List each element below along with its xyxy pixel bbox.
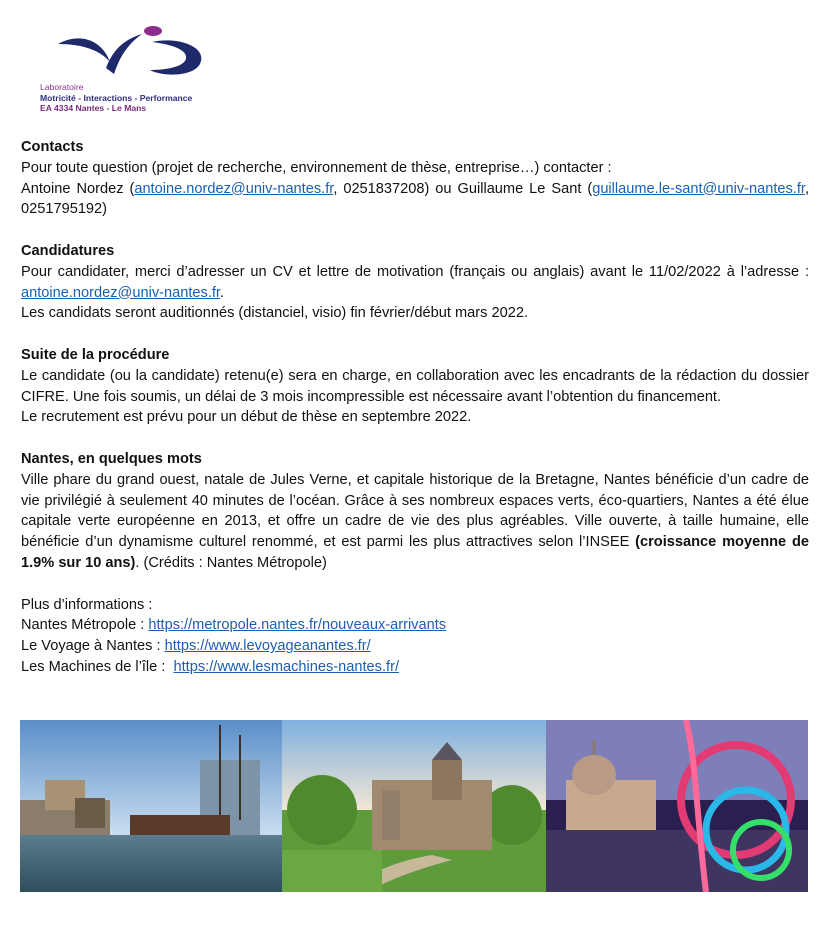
- logo-line-laboratoire: Laboratoire: [40, 82, 84, 92]
- logo-line-lab-name: Motricité - Interactions - Performance: [40, 92, 193, 103]
- contact-name-1: Antoine Nordez (: [21, 180, 135, 197]
- email-link-nordez[interactable]: antoine.nordez@univ-nantes.fr: [134, 180, 334, 197]
- procedure-heading: Suite de la procédure: [21, 346, 170, 363]
- link-machines[interactable]: https://www.lesmachines-nantes.fr/: [173, 658, 399, 675]
- info-item-machines: [21, 657, 809, 678]
- info-item-voyage: [21, 636, 809, 657]
- info-item-metropole: [21, 615, 809, 636]
- photo-castle: [282, 720, 546, 892]
- section-nantes: [21, 449, 809, 574]
- info-label-machines: Les Machines de l’île :: [21, 658, 174, 675]
- procedure-text-1: Le candidate (ou la candidate) retenu(e) sera en charge, en collaboration avec les encadrants de la rédaction du dossier CIFRE. Une fois soumis, un délai de 3 mois incompressible est nécessaire avant l’obtention du financement.: [21, 367, 809, 405]
- candidatures-heading: Candidatures: [21, 242, 115, 259]
- photo-harbor: [20, 720, 282, 892]
- logo-line-ea: EA 4334 Nantes - Le Mans: [40, 103, 147, 113]
- candidatures-auditions: Les candidats seront auditionnés (distanciel, visio) fin février/début mars 2022.: [21, 305, 528, 322]
- contacts-heading: Contacts: [21, 139, 84, 155]
- email-link-candidature[interactable]: antoine.nordez@univ-nantes.fr: [21, 284, 220, 301]
- document-body: [21, 137, 809, 699]
- nantes-credits: . (Crédits : Nantes Métropole): [135, 554, 327, 571]
- contacts-details: [21, 179, 809, 221]
- link-voyage[interactable]: https://www.levoyageanantes.fr/: [164, 638, 371, 655]
- candidatures-text-1: Pour candidater, merci d’adresser un CV et lettre de motivation (français ou anglais) avant le 11/02/2022 à l’adresse :: [21, 263, 809, 280]
- email-link-le-sant[interactable]: guillaume.le-sant@univ-nantes.fr: [592, 180, 805, 197]
- nantes-growth: (croissance moyenne de 1.9% sur 10 ans): [21, 534, 809, 571]
- info-label-voyage: Le Voyage à Nantes :: [21, 638, 165, 655]
- link-metropole[interactable]: https://metropole.nantes.fr/nouveaux-arrivants: [148, 617, 447, 634]
- contacts-intro: Pour toute question (projet de recherche, environnement de thèse, entreprise…) contacter :: [21, 159, 612, 176]
- nantes-photo-strip: [20, 720, 808, 892]
- nantes-heading: Nantes, en quelques mots: [21, 450, 202, 467]
- info-label-metropole: Nantes Métropole :: [21, 617, 149, 634]
- photo-night-lights: [546, 720, 808, 892]
- section-procedure: [21, 345, 809, 428]
- candidatures-text-2: .: [219, 284, 225, 301]
- contact-phone-1: , 0251837208) ou Guillaume Le Sant (: [333, 180, 593, 197]
- nantes-text-1: Ville phare du grand ouest, natale de Jules Verne, et capitale historique de la Bretagne, Nantes bénéficie d’un cadre de vie privilégié à seulement 40 minutes de l’océan. Grâce à ses nombreux espaces verts, éco-quartiers, Nantes a été élue capitale verte européenne en 2013, et offre un cadre de vie des plus agréables. Ville ouverte, à taille humaine, elle bénéficie d’un dynamisme culturel renommé, et est parmi les plus attractives selon l’INSEE: [21, 471, 809, 551]
- section-contacts: [21, 137, 809, 220]
- section-candidatures: [21, 241, 809, 324]
- lab-logo-icon: [40, 22, 210, 84]
- candidatures-text: [21, 262, 809, 304]
- procedure-text-2: Le recrutement est prévu pour un début de thèse en septembre 2022.: [21, 409, 472, 426]
- section-more-info: [21, 595, 809, 678]
- nantes-text: [21, 470, 809, 574]
- lab-logo: [40, 22, 240, 122]
- info-heading: Plus d’informations :: [21, 596, 153, 613]
- contact-phone-2: , 0251795192): [21, 180, 810, 218]
